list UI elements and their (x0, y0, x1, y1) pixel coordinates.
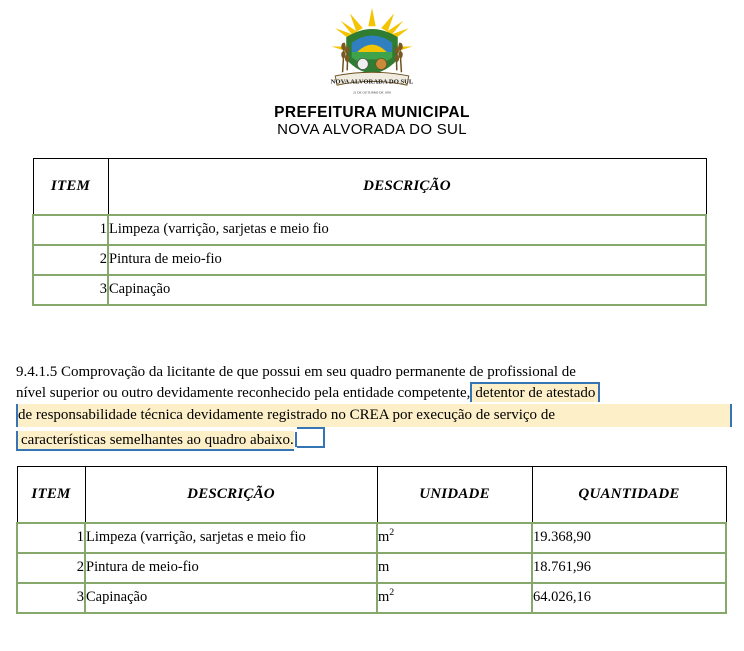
unit-value: m (378, 529, 390, 545)
paragraph-line-2 (16, 383, 728, 404)
para-word: responsabilidade (35, 407, 137, 423)
svg-text:NOVA ALVORADA DO SUL: NOVA ALVORADA DO SUL (330, 78, 414, 86)
cell-unidade (377, 583, 532, 613)
org-name-secondary: NOVA ALVORADA DO SUL (277, 121, 467, 138)
cell-item: 2 (33, 245, 108, 275)
column-header-quantidade: QUANTIDADE (532, 467, 726, 523)
svg-text:22 DE OUTUBRO DE 1958: 22 DE OUTUBRO DE 1958 (353, 90, 391, 95)
cell-item: 3 (33, 275, 108, 305)
para-word: quadro (350, 364, 392, 380)
para-word: 9.4.1.5 (16, 364, 58, 380)
cell-descricao: Limpeza (varrição, sarjetas e meio fio (108, 215, 706, 245)
clause-paragraph (16, 362, 728, 451)
para-word: profissional (487, 364, 559, 380)
para-word: Comprovação (61, 364, 146, 380)
unit-value: m (378, 589, 390, 605)
column-header-unidade: UNIDADE (377, 467, 532, 523)
para-word: da (148, 364, 164, 380)
para-word: em (304, 364, 323, 380)
cell-item: 1 (17, 523, 85, 553)
services-quantities-table (16, 466, 727, 614)
para-word: CREA (349, 407, 389, 423)
services-table (32, 158, 707, 306)
column-header-descricao: DESCRIÇÃO (85, 467, 377, 523)
para-word: seu (326, 364, 347, 380)
document-header (0, 0, 744, 138)
para-word: técnica (140, 407, 183, 423)
paragraph-line-2-plain: nível superior ou outro devidamente reconhecido pela entidade competente, (16, 385, 471, 401)
highlighted-text-end[interactable]: características semelhantes ao quadro abaixo. (16, 431, 294, 451)
column-header-item: ITEM (33, 159, 108, 215)
cell-descricao: Capinação (108, 275, 706, 305)
para-word: que (236, 364, 259, 380)
para-word: permanente (395, 364, 466, 380)
cell-item: 3 (17, 583, 85, 613)
para-word: de (540, 407, 555, 423)
table-row (17, 553, 726, 583)
cell-descricao: Limpeza (varrição, sarjetas e meio fio (85, 523, 377, 553)
cell-unidade (377, 553, 532, 583)
cell-descricao: Pintura de meio-fio (85, 553, 377, 583)
table-row (17, 583, 726, 613)
selection-box-tail (297, 427, 325, 448)
para-word: licitante (166, 364, 216, 380)
unit-exponent: 2 (389, 527, 395, 539)
cell-item: 1 (33, 215, 108, 245)
services-quantities-table-container (16, 466, 727, 614)
para-word: de (561, 364, 576, 380)
org-name-primary: PREFEITURA MUNICIPAL (274, 104, 470, 121)
highlighted-text-start[interactable]: detentor de atestado (470, 382, 600, 402)
unit-value: m (378, 559, 390, 575)
para-word: de (218, 364, 234, 380)
paragraph-line-3-highlighted[interactable] (16, 404, 732, 427)
para-word: possui (262, 364, 301, 380)
column-header-descricao: DESCRIÇÃO (108, 159, 706, 215)
para-word: de (475, 407, 490, 423)
table-row (33, 275, 706, 305)
cell-item: 2 (17, 553, 85, 583)
table-header-row (33, 159, 706, 215)
table-row (33, 215, 706, 245)
table-header-row (17, 467, 726, 523)
para-word: de (469, 364, 484, 380)
para-word: execução (416, 407, 473, 423)
cell-unidade (377, 523, 532, 553)
services-table-container (32, 158, 707, 306)
paragraph-line-1 (16, 362, 728, 383)
column-header-item: ITEM (17, 467, 85, 523)
table-row (17, 523, 726, 553)
para-word: de (18, 407, 33, 423)
cell-quantidade: 19.368,90 (532, 523, 726, 553)
cell-descricao: Capinação (85, 583, 377, 613)
para-word: no (330, 407, 346, 423)
para-word: devidamente (186, 407, 264, 423)
para-word: serviço (493, 407, 538, 423)
cell-quantidade: 18.761,96 (532, 553, 726, 583)
coat-of-arms-icon (326, 6, 418, 98)
unit-exponent: 2 (389, 587, 395, 599)
para-word: por (392, 407, 413, 423)
paragraph-line-4 (16, 427, 728, 451)
cell-quantidade: 64.026,16 (532, 583, 726, 613)
table-row (33, 245, 706, 275)
para-word: registrado (267, 407, 328, 423)
cell-descricao: Pintura de meio-fio (108, 245, 706, 275)
